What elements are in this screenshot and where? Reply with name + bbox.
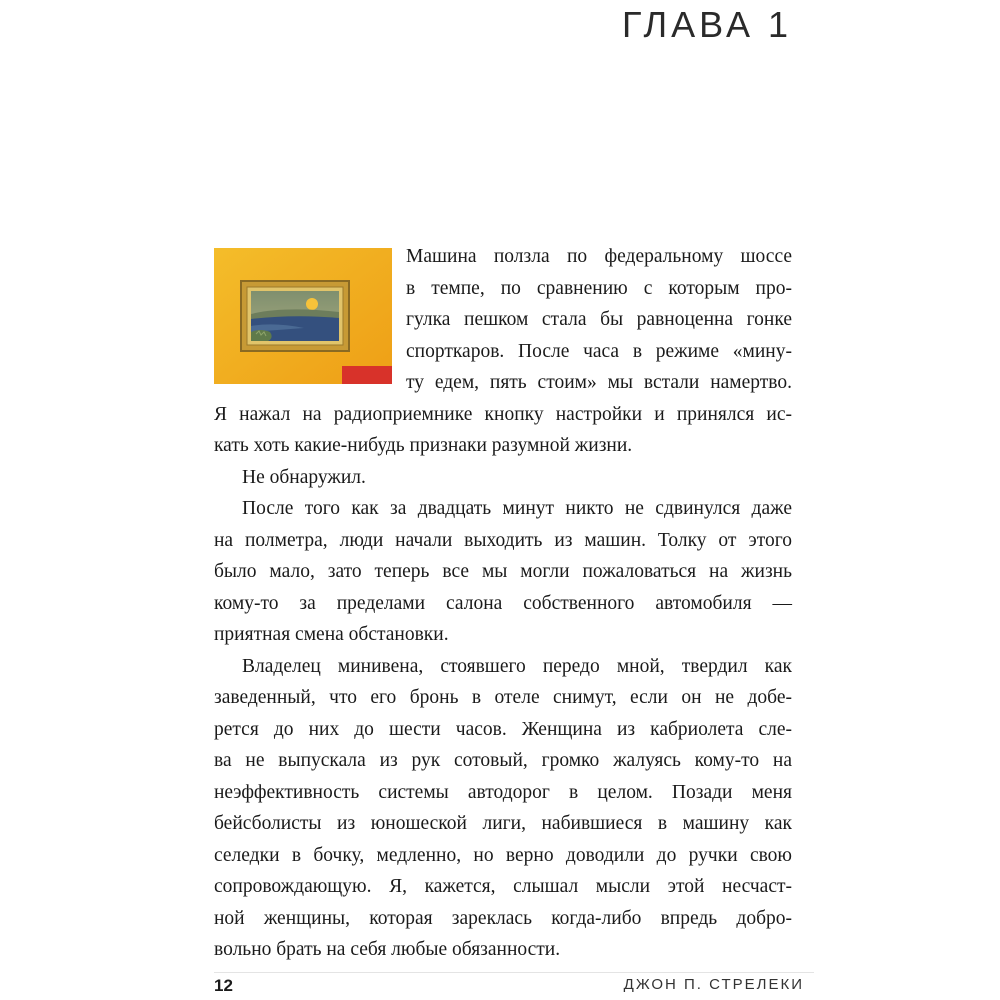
text-line: кать хоть какие-нибудь признаки разумной жизни. <box>214 435 633 456</box>
text-line: сопровождающую. Я, кажется, слышал мысли этой несчаст- <box>214 876 792 897</box>
page-footer <box>214 972 814 1000</box>
text-line: спорткаров. После часа в режиме «мину- <box>406 340 792 362</box>
chapter-body-text <box>214 241 792 966</box>
text-line: ту едем, пять стоим» мы встали намертво. <box>406 372 792 393</box>
text-line: селедки в бочку, медленно, но верно доводили до ручки свою <box>214 844 792 866</box>
text-line: ной женщины, которая зареклась когда-либо впредь добро- <box>214 907 792 929</box>
page-number: 12 <box>214 976 233 995</box>
chapter-title: ГЛАВА 1 <box>622 4 792 45</box>
text-line: гулка пешком стала бы равноценна гонке <box>406 309 792 330</box>
text-line: После того как за двадцать минут никто не сдвинулся даже <box>242 498 792 519</box>
text-line: неэффективность системы автодорог в целом. Позади меня <box>214 781 792 803</box>
text-line: Не обнаружил. <box>242 466 366 488</box>
text-line: Машина ползла по федеральному шоссе <box>406 246 792 267</box>
text-line: вольно брать на себя любые обязанности. <box>214 939 561 960</box>
text-line: Владелец минивена, стоявшего передо мной, твердил как <box>242 655 792 677</box>
text-line: приятная смена обстановки. <box>214 624 449 645</box>
text-line: было мало, зато теперь все мы могли пожаловаться на жизнь <box>214 561 792 582</box>
running-author: ДЖОН П. СТРЕЛЕКИ <box>623 976 804 993</box>
text-line: на полметра, люди начали выходить из машин. Толку от этого <box>214 529 792 551</box>
text-line: кому-то за пределами салона собственного автомобиля — <box>214 592 792 614</box>
text-line: рется до них до шести часов. Женщина из кабриолета сле- <box>214 718 792 740</box>
text-line: заведенный, что его бронь в отеле снимут, если он не добе- <box>214 687 792 708</box>
text-line: Я нажал на радиоприемнике кнопку настройки и принялся ис- <box>214 403 792 425</box>
text-line: бейсболисты из юношеской лиги, набившиеся в машину как <box>214 813 792 834</box>
text-line: в темпе, по сравнению с которым про- <box>406 277 792 299</box>
text-line: ва не выпускала из рук сотовый, громко жалуясь кому-то на <box>214 750 792 771</box>
